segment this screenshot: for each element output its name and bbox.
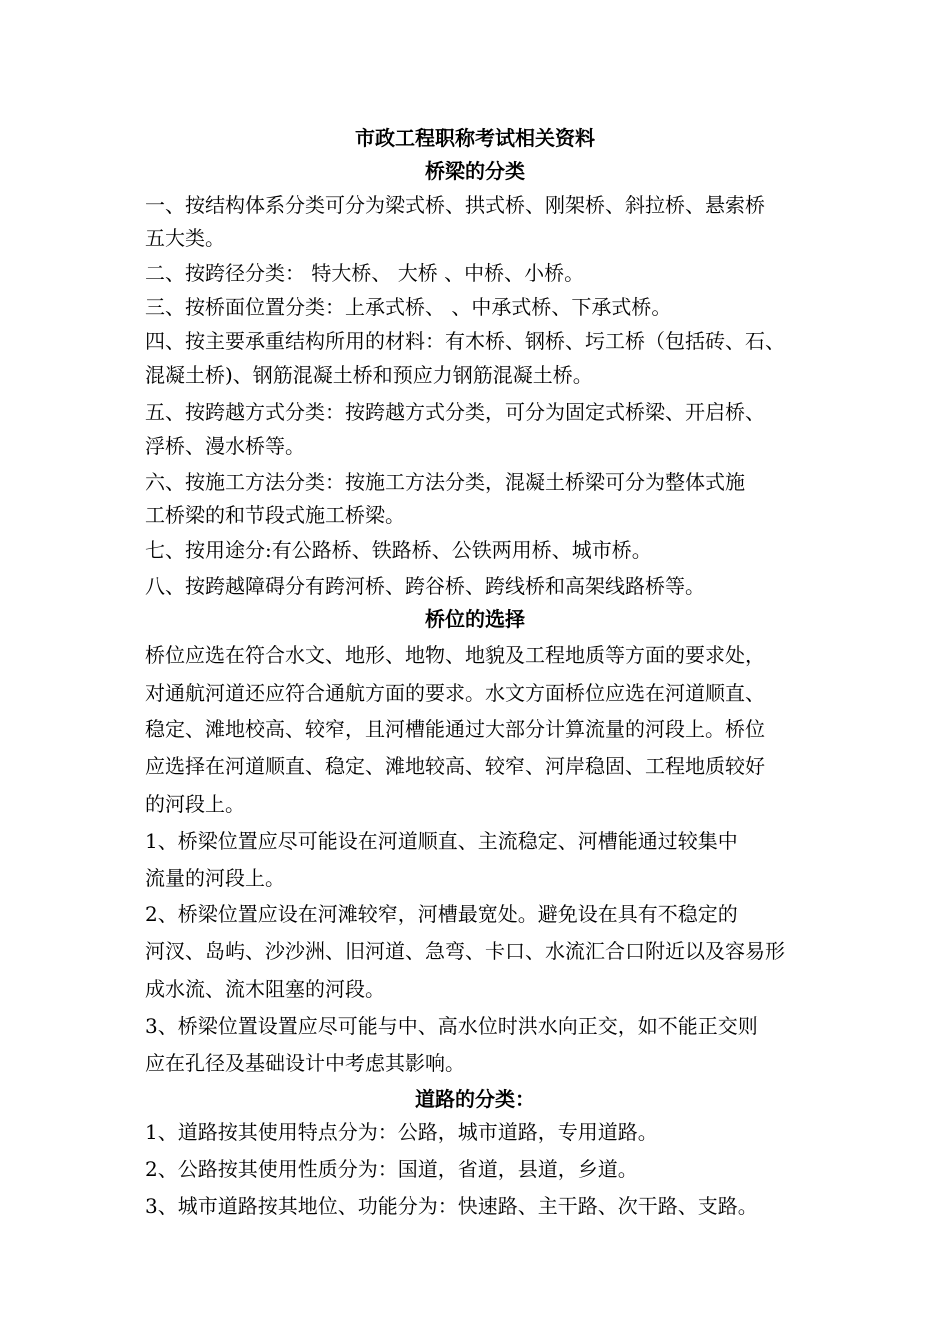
paragraph-line: 五、按跨越方式分类：按跨越方式分类，可分为固定式桥梁、开启桥、 [145,400,765,424]
paragraph-line: 应在孔径及基础设计中考虑其影响。 [145,1051,465,1075]
paragraph-line: 对通航河道还应符合通航方面的要求。水文方面桥位应选在河道顺直、 [145,681,765,705]
paragraph-line: 河汊、岛屿、沙沙洲、旧河道、急弯、卡口、水流汇合口附近以及容易形 [145,939,785,963]
paragraph-line: 稳定、滩地校高、较窄，且河槽能通过大部分计算流量的河段上。桥位 [145,717,765,741]
paragraph-line: 浮桥、漫水桥等。 [145,434,305,458]
paragraph-line: 五大类。 [145,226,225,250]
paragraph-line: 一、按结构体系分类可分为梁式桥、拱式桥、刚架桥、斜拉桥、悬索桥 [145,193,765,217]
paragraph-line: 六、按施工方法分类：按施工方法分类，混凝土桥梁可分为整体式施 [145,470,745,494]
paragraph-line: 应选择在河道顺直、稳定、滩地较高、较窄、河岸稳固、工程地质较好 [145,754,765,778]
paragraph-line: 二、按跨径分类： 特大桥、 大桥 、中桥、小桥。 [145,261,585,285]
paragraph-line: 的河段上。 [145,792,245,816]
paragraph-line: 2、桥梁位置应设在河滩较窄，河槽最宽处。避免设在具有不稳定的 [145,902,738,926]
document-title: 市政工程职称考试相关资料 [355,126,595,150]
paragraph-line: 成水流、流木阻塞的河段。 [145,977,385,1001]
paragraph-line: 桥位应选在符合水文、地形、地物、地貌及工程地质等方面的要求处， [145,643,765,667]
paragraph-line: 三、按桥面位置分类：上承式桥、 、中承式桥、下承式桥。 [145,295,672,319]
section-heading-road-classification: 道路的分类： [415,1087,535,1111]
paragraph-line: 3、桥梁位置设置应尽可能与中、高水位时洪水向正交，如不能正交则 [145,1014,758,1038]
paragraph-line: 2、公路按其使用性质分为：国道，省道，县道，乡道。 [145,1157,638,1181]
paragraph-line: 混凝土桥)、钢筋混凝土桥和预应力钢筋混凝土桥。 [145,363,593,387]
paragraph-line: 流量的河段上。 [145,866,285,890]
paragraph-line: 3、城市道路按其地位、功能分为：快速路、主干路、次干路、支路。 [145,1194,758,1218]
paragraph-line: 1、道路按其使用特点分为：公路，城市道路，专用道路。 [145,1120,658,1144]
section-heading-bridge-classification: 桥梁的分类 [425,159,525,183]
paragraph-line: 八、按跨越障碍分有跨河桥、跨谷桥、跨线桥和高架线路桥等。 [145,574,705,598]
paragraph-line: 七、按用途分:有公路桥、铁路桥、公铁两用桥、城市桥。 [145,538,652,562]
paragraph-line: 四、按主要承重结构所用的材料：有木桥、钢桥、圬工桥（包括砖、石、 [145,329,785,353]
section-heading-bridge-site-selection: 桥位的选择 [425,607,525,631]
paragraph-line: 工桥梁的和节段式施工桥梁。 [145,503,405,527]
paragraph-line: 1、桥梁位置应尽可能设在河道顺直、主流稳定、河槽能通过较集中 [145,829,738,853]
